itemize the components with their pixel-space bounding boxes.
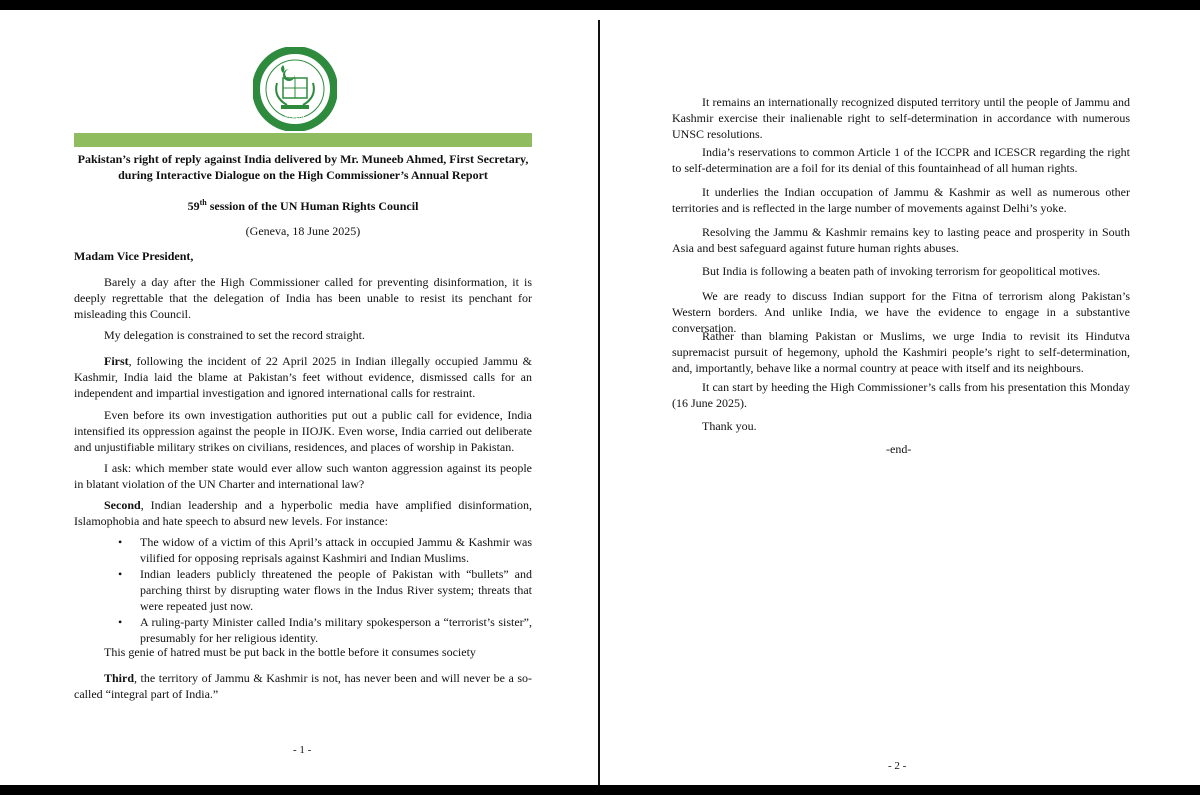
list-item: • A ruling-party Minister called India’s military spokesperson a “terrorist’s sister”, presumably for her religious identity. [118,615,532,645]
paragraph: Third, the territory of Jammu & Kashmir is not, has never been and will never be a so-called “integral part of India.” [74,671,532,701]
bullet-icon: • [118,615,123,629]
header-green-bar [74,133,532,147]
document-date: (Geneva, 18 June 2025) [245,224,361,238]
list-item: • Indian leaders publicly threatened the people of Pakistan with “bullets” and parching thirst by disrupting water flows in the Indus River system; threats that were repeated just now. [118,567,532,613]
bullet-icon: • [118,535,123,549]
bullet-list [114,534,532,646]
paragraph: First, following the incident of 22 April 2025 in Indian illegally occupied Jammu & Kashmir, India laid the blame at Pakistan’s feet without evidence, dismissed calls for an independent and impartial investigation and ignored international calls for restraint. [74,354,532,400]
mission-emblem-icon [253,47,337,131]
paragraph: We are ready to discuss Indian support for the Fitna of terrorism along Pakistan’s Western borders. And unlike India, we have the evidence to engage in a substantive conversation. [672,289,1130,335]
page-1 [0,20,600,785]
paragraph: Even before its own investigation authorities put out a public call for evidence, India intensified its oppression against the people in IIOJK. Even worse, India carried out deliberate and unjustifiable military strikes on civilians, residences, and places of worship in Pakistan. [74,408,532,454]
paragraph: It underlies the Indian occupation of Jammu & Kashmir as well as numerous other territories and is reflected in the large number of movements against Delhi’s yoke. [672,185,1130,215]
paragraph: It remains an internationally recognized disputed territory until the people of Jammu and Kashmir exercise their inalienable right to self-determination in accordance with numerous UNSC resolutions. [672,95,1130,141]
paragraph: But India is following a beaten path of invoking terrorism for geopolitical motives. [702,264,1101,278]
title-line-2: during Interactive Dialogue on the High Commissioner’s Annual Report [118,168,488,182]
paragraph: Second, Indian leadership and a hyperbolic media have amplified disinformation, Islamophobia and hate speech to absurd new levels. For instance: [74,498,532,528]
paragraph: I ask: which member state would ever allow such wanton aggression against its people in blatant violation of the UN Charter and international law? [74,461,532,491]
paragraph: This genie of hatred must be put back in the bottle before it consumes society [104,645,476,659]
end-marker: -end- [886,442,912,456]
paragraph: Rather than blaming Pakistan or Muslims, we urge India to revisit its Hindutva supremacist pursuit of hegemony, uphold the Kashmiri people’s right to self-determination, and, importantly, behave like a normal country at peace with itself and its neighbours. [672,329,1130,375]
paragraph: India’s reservations to common Article 1 of the ICCPR and ICESCR regarding the right to self-determination are a foil for its denial of this fountainhead of all human rights. [672,145,1130,175]
document-title [74,151,532,183]
paragraph: My delegation is constrained to set the record straight. [104,328,365,342]
salutation: Madam Vice President, [74,249,194,263]
paragraph: Barely a day after the High Commissioner called for preventing disinformation, it is deeply regrettable that the delegation of India has been unable to resist its penchant for misleading this Council. [74,275,532,321]
paragraph: It can start by heeding the High Commissioner’s calls from his presentation this Monday (16 June 2025). [672,380,1130,410]
page-number: - 1 - [293,744,312,756]
session-title: 59th session of the UN Human Rights Council [187,198,419,213]
closing-thanks: Thank you. [702,419,757,433]
svg-text:GENEVA: GENEVA [284,116,306,122]
page-number: - 2 - [888,760,907,772]
paragraph: Resolving the Jammu & Kashmir remains key to lasting peace and prosperity in South Asia and best safeguard against future human rights abuses. [672,225,1130,255]
bullet-icon: • [118,567,123,581]
title-line-1: Pakistan’s right of reply against India delivered by Mr. Muneeb Ahmed, First Secretary, [77,152,529,166]
page-2 [600,20,1200,785]
document-sheet [0,10,1200,785]
list-item: • The widow of a victim of this April’s attack in occupied Jammu & Kashmir was vilified for opposing reprisals against Kashmiri and Indian Muslims. [118,535,532,565]
